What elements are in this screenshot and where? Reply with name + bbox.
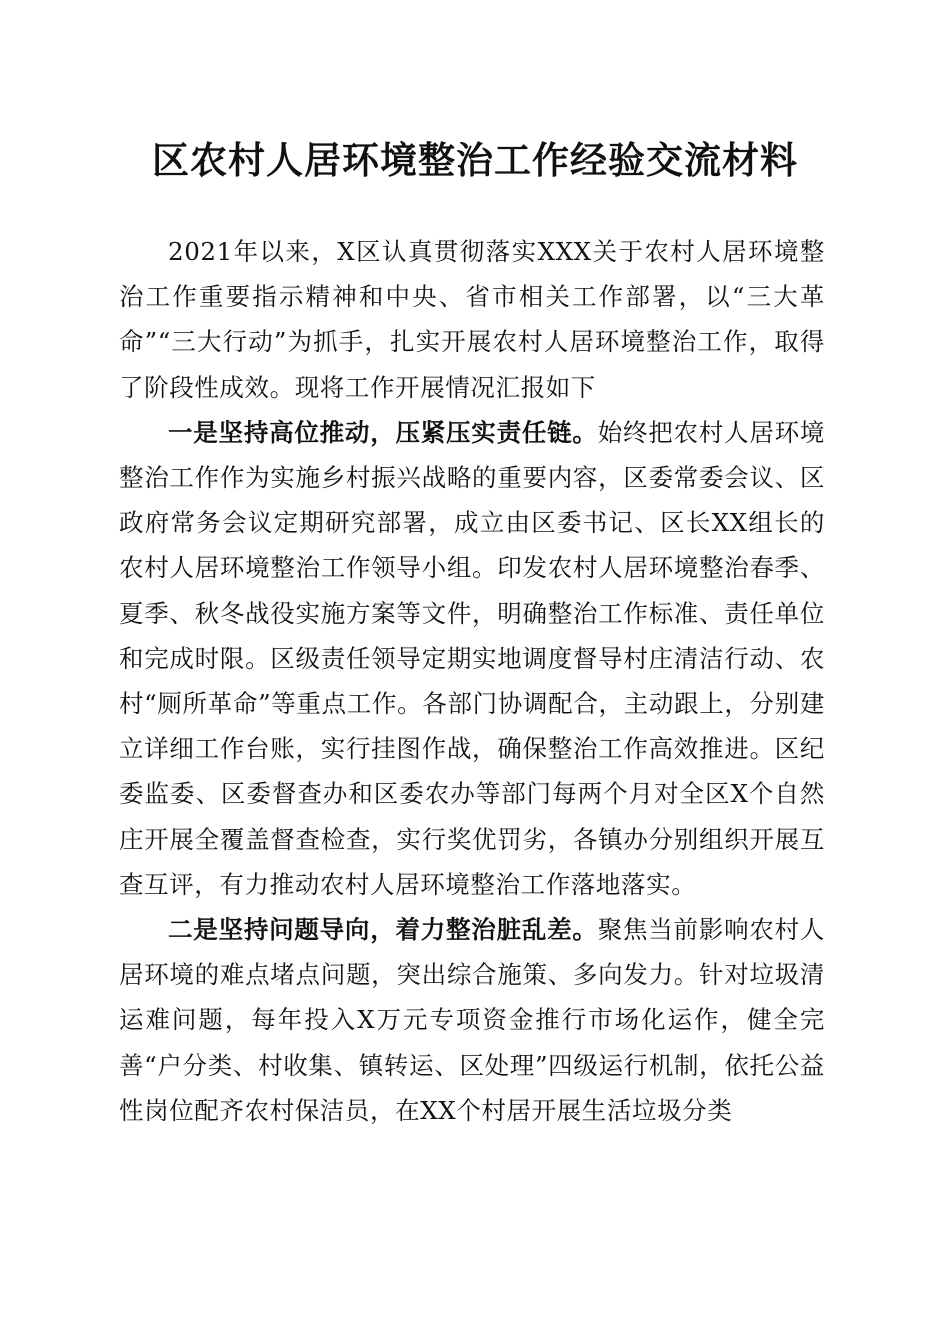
paragraph-section-1	[119, 410, 825, 907]
paragraph-text: 2021年以来，X区认真贯彻落实XXX关于农村人居环境整治工作重要指示精神和中央、省市相关工作部署，以“三大革命”“三大行动”为抓手，扎实开展农村人居环境整治工作，取得了阶段性成效。现将工作开展情况汇报如下	[119, 237, 825, 402]
paragraph-text: 聚焦当前影响农村人居环境的难点堵点问题，突出综合施策、多向发力。针对垃圾清运难问题，每年投入X万元专项资金推行市场化运作，健全完善“户分类、村收集、镇转运、区处理”四级运行机制，依托公益性岗位配齐农村保洁员，在XX个村居开展生活垃圾分类	[119, 915, 825, 1125]
document-title: 区农村人居环境整治工作经验交流材料	[152, 138, 798, 182]
paragraph-text: 始终把农村人居环境整治工作作为实施乡村振兴战略的重要内容，区委常委会议、区政府常务会议定期研究部署，成立由区委书记、区长XX组长的农村人居环境整治工作领导小组。印发农村人居环境整治春季、夏季、秋冬战役实施方案等文件，明确整治工作标准、责任单位和完成时限。区级责任领导定期实地调度督导村庄清洁行动、农村“厕所革命”等重点工作。各部门协调配合，主动跟上，分别建立详细工作台账，实行挂图作战，确保整治工作高效推进。区纪委监委、区委督查办和区委农办等部门每两个月对全区X个自然庄开展全覆盖督查检查，实行奖优罚劣，各镇办分别组织开展互查互评，有力推动农村人居环境整治工作落地落实。	[119, 417, 825, 899]
paragraph-section-2	[119, 907, 825, 1133]
paragraph-intro	[119, 229, 825, 410]
paragraph-lead: 二是坚持问题导向，着力整治脏乱差。	[168, 915, 598, 945]
paragraph-lead: 一是坚持高位推动，压紧压实责任链。	[168, 417, 598, 447]
document-body	[119, 229, 825, 1133]
